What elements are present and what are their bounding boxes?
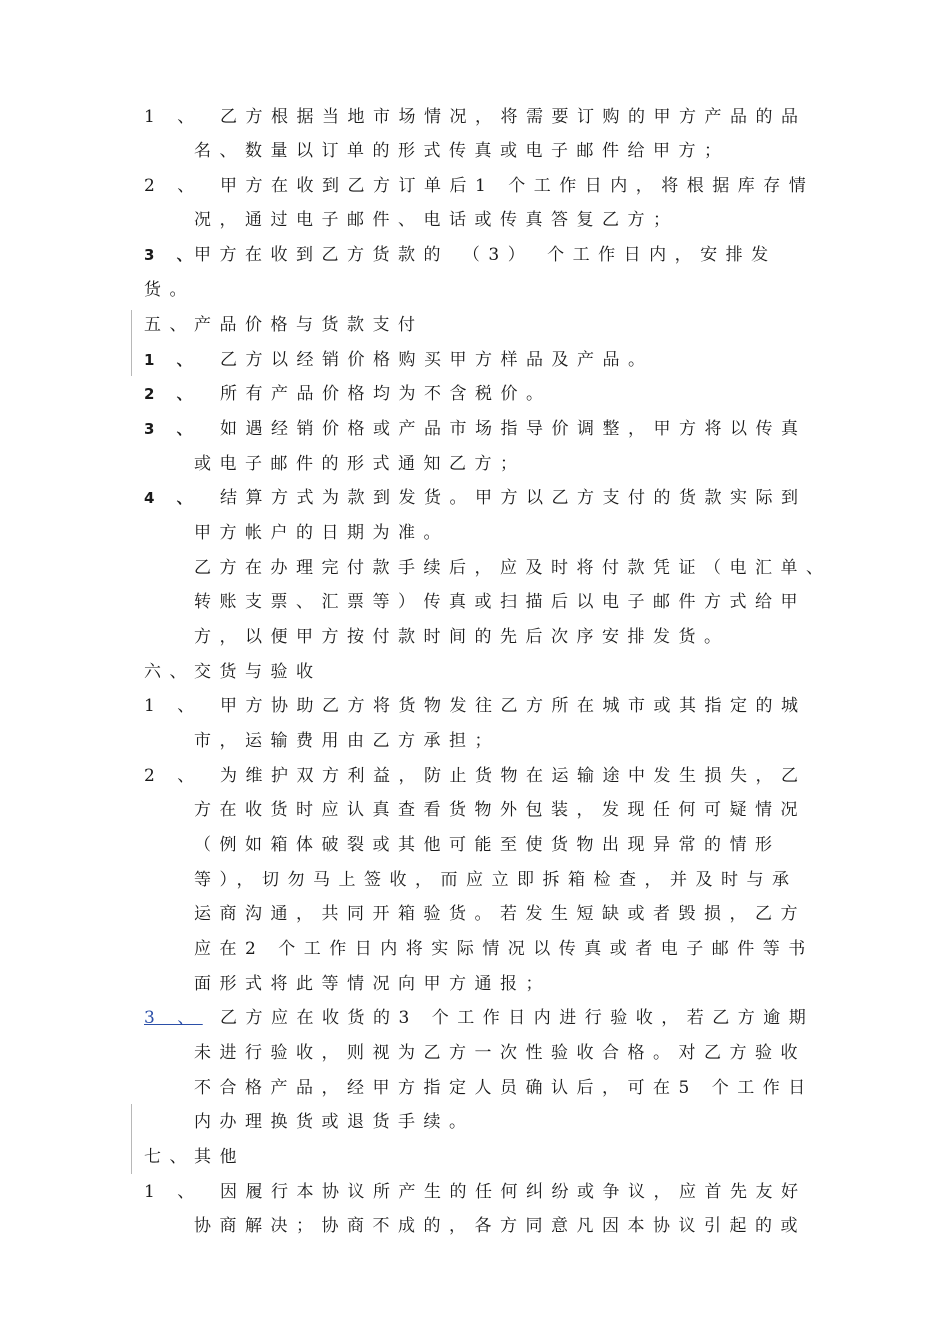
item-text: 甲方在收到乙方订单后1 个工作日内，将根据库存情 <box>220 176 815 196</box>
item-text: 货。 <box>144 280 195 300</box>
section-number: 六、 <box>144 662 195 682</box>
item-text: 市，运输费用由乙方承担； <box>194 731 500 751</box>
item-text: 乙方根据当地市场情况，将需要订购的甲方产品的品 <box>220 107 807 127</box>
section-number: 五、 <box>144 315 195 335</box>
item-text: 面形式将此等情况向甲方通报； <box>194 974 551 994</box>
item-number: 2 、 <box>144 385 201 403</box>
section-number: 七、 <box>144 1147 195 1167</box>
item-text: 等），切勿马上签收，而应立即拆箱检查，并及时与承 <box>194 870 798 890</box>
item-text: 乙方应在收货的3 个工作日内进行验收，若乙方逾期 <box>220 1008 815 1028</box>
item-text: 所有产品价格均为不含税价。 <box>220 384 552 404</box>
item-text: 乙方在办理完付款手续后，应及时将付款凭证（电汇单、 <box>194 558 832 578</box>
item-text: 如遇经销价格或产品市场指导价调整，甲方将以传真 <box>220 419 807 439</box>
item-number: 1 、 <box>144 107 203 127</box>
item-number: 1 、 <box>144 1182 203 1202</box>
item-text: 方在收货时应认真查看货物外包装，发现任何可疑情况 <box>194 800 806 820</box>
item-text: 转账支票、汇票等）传真或扫描后以电子邮件方式给甲 <box>194 592 806 612</box>
item-text: 结算方式为款到发货。甲方以乙方支付的货款实际到 <box>220 488 807 508</box>
margin-change-bar <box>131 310 132 376</box>
item-text: 为维护双方利益，防止货物在运输途中发生损失，乙 <box>220 766 807 786</box>
item-text: 未进行验收，则视为乙方一次性验收合格。对乙方验收 <box>194 1043 806 1063</box>
item-number: 2 、 <box>144 176 203 196</box>
item-number: 3 、 <box>144 246 201 264</box>
item-text: 甲方在收到乙方货款的 （3） 个工作日内，安排发 <box>194 245 777 265</box>
section-title: 产品价格与货款支付 <box>194 315 424 335</box>
section-title: 其他 <box>194 1147 245 1167</box>
section-title: 交货与验收 <box>194 662 322 682</box>
margin-change-bar <box>131 1104 132 1174</box>
item-text: 应在2 个工作日内将实际情况以传真或者电子邮件等书 <box>194 939 814 959</box>
item-number-link[interactable]: 3 、 <box>144 1008 203 1028</box>
item-text: 名、数量以订单的形式传真或电子邮件给甲方； <box>194 141 730 161</box>
item-text: 运商沟通，共同开箱验货。若发生短缺或者毁损，乙方 <box>194 904 806 924</box>
item-number: 4 、 <box>144 489 201 507</box>
item-text: 协商解决；协商不成的，各方同意凡因本协议引起的或 <box>194 1216 806 1236</box>
item-text: （例如箱体破裂或其他可能至使货物出现异常的情形 <box>194 835 781 855</box>
item-text: 因履行本协议所产生的任何纠纷或争议，应首先友好 <box>220 1182 807 1202</box>
item-number: 2 、 <box>144 766 203 786</box>
item-text: 或电子邮件的形式通知乙方； <box>194 454 526 474</box>
item-text: 方，以便甲方按付款时间的先后次序安排发货。 <box>194 627 730 647</box>
item-number: 1 、 <box>144 351 201 369</box>
item-text: 内办理换货或退货手续。 <box>194 1112 475 1132</box>
item-number: 3 、 <box>144 420 201 438</box>
item-number: 1 、 <box>144 696 203 716</box>
item-text: 况，通过电子邮件、电话或传真答复乙方； <box>194 210 679 230</box>
item-text: 乙方以经销价格购买甲方样品及产品。 <box>220 350 654 370</box>
item-text: 甲方协助乙方将货物发往乙方所在城市或其指定的城 <box>220 696 807 716</box>
item-text: 甲方帐户的日期为准。 <box>194 523 449 543</box>
item-text: 不合格产品，经甲方指定人员确认后，可在5 个工作日 <box>194 1078 814 1098</box>
